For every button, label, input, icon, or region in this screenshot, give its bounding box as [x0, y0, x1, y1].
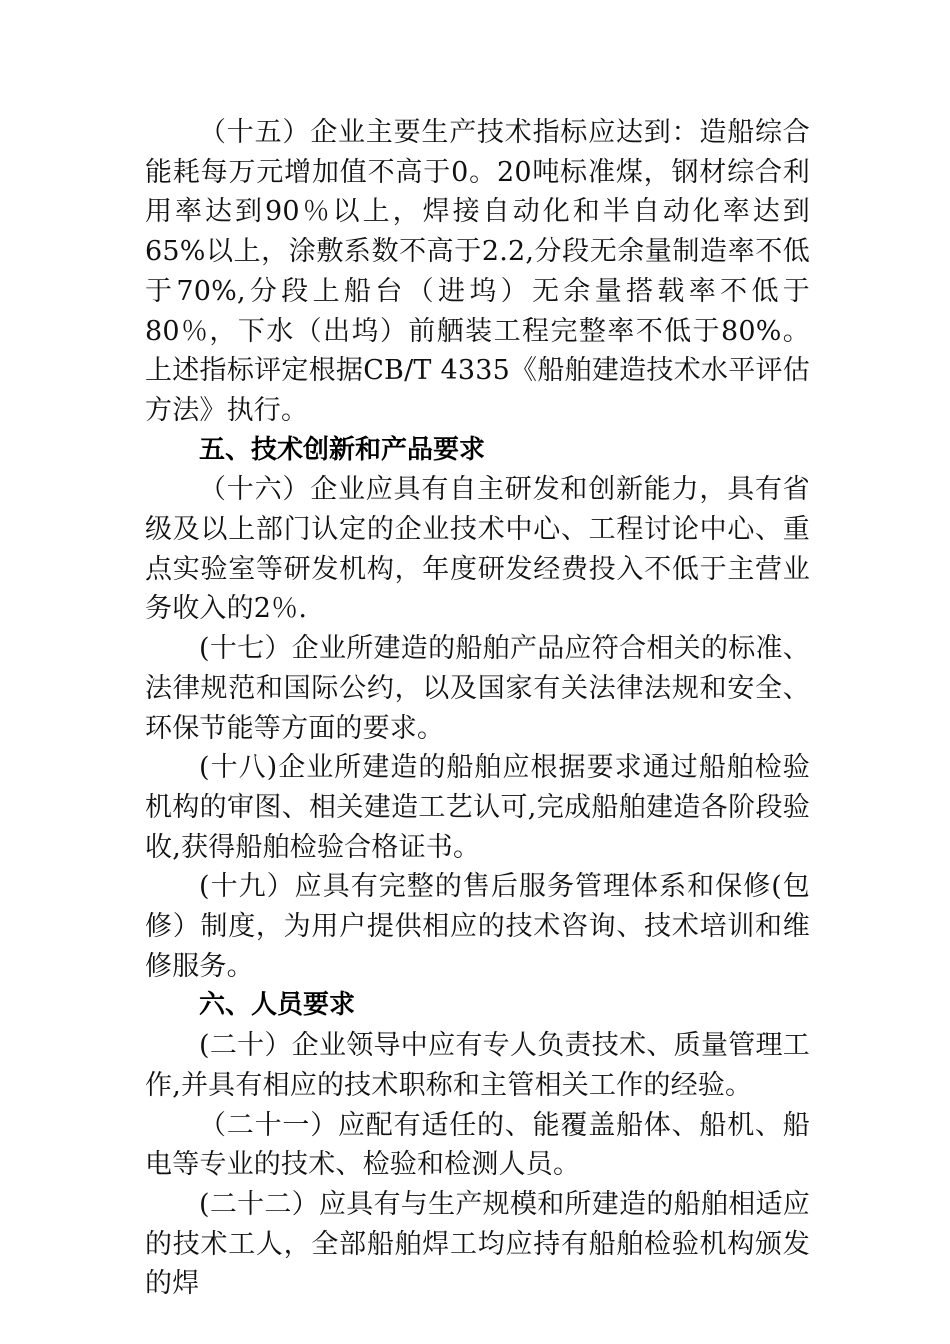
paragraph-22: (二十二）应具有与生产规模和所建造的船舶相适应的技术工人，全部船舶焊工均应持有船舶检验机构颁发的焊: [145, 1188, 810, 1300]
paragraph-20: (二十）企业领导中应有专人负责技术、质量管理工作,并具有相应的技术职称和主管相关工作的经验。: [145, 1030, 810, 1101]
document-body: [145, 113, 810, 1304]
paragraph-17: (十七）企业所建造的船舶产品应符合相关的标准、法律规范和国际公约，以及国家有关法律法规和安全、环保节能等方面的要求。: [145, 633, 810, 744]
paragraph-21: （二十一）应配有适任的、能覆盖船体、船机、船电等专业的技术、检验和检测人员。: [145, 1109, 810, 1181]
section-heading-personnel: 六、人员要求: [199, 990, 356, 1021]
paragraph-15: （十五）企业主要生产技术指标应达到：造船综合能耗每万元增加值不高于0。20吨标准煤，钢材综合利用率达到90％以上，焊接自动化和半自动化率达到65%以上，涂敷系数不高于2.2,分段无余量制造率不低于70%,分段上船台（进坞）无余量搭载率不低于80％，下水（出坞）前舾装工程完整率不低于80%。上述指标评定根据CB/T 4335《船舶建造技术水平评估方法》执行。: [145, 117, 810, 426]
paragraph-18: (十八)企业所建造的船舶应根据要求通过船舶检验机构的审图、相关建造工艺认可,完成船舶建造各阶段验收,获得船舶检验合格证书。: [145, 752, 810, 863]
section-heading-innovation: 五、技术创新和产品要求: [199, 434, 486, 465]
paragraph-16: （十六）企业应具有自主研发和创新能力，具有省级及以上部门认定的企业技术中心、工程讨论中心、重点实验室等研发机构，年度研发经费投入不低于主营业务收入的2％.: [145, 474, 810, 625]
paragraph-19: (十九）应具有完整的售后服务管理体系和保修(包修）制度，为用户提供相应的技术咨询、技术培训和维修服务。: [145, 871, 810, 982]
